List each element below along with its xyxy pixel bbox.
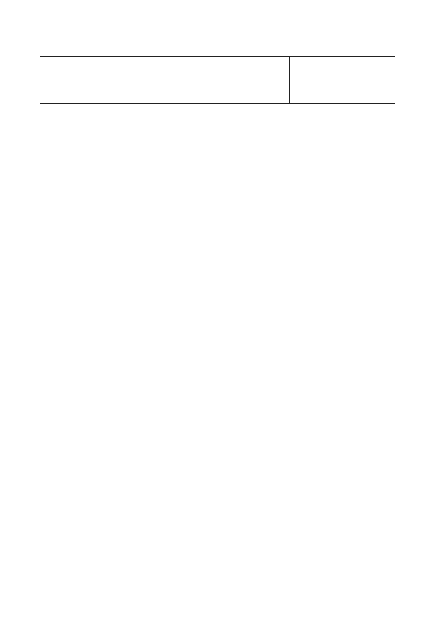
header-glass-grade bbox=[40, 57, 289, 103]
table-header bbox=[40, 57, 395, 104]
header-bubble-class bbox=[289, 57, 396, 103]
glass-grade-table bbox=[40, 56, 395, 104]
